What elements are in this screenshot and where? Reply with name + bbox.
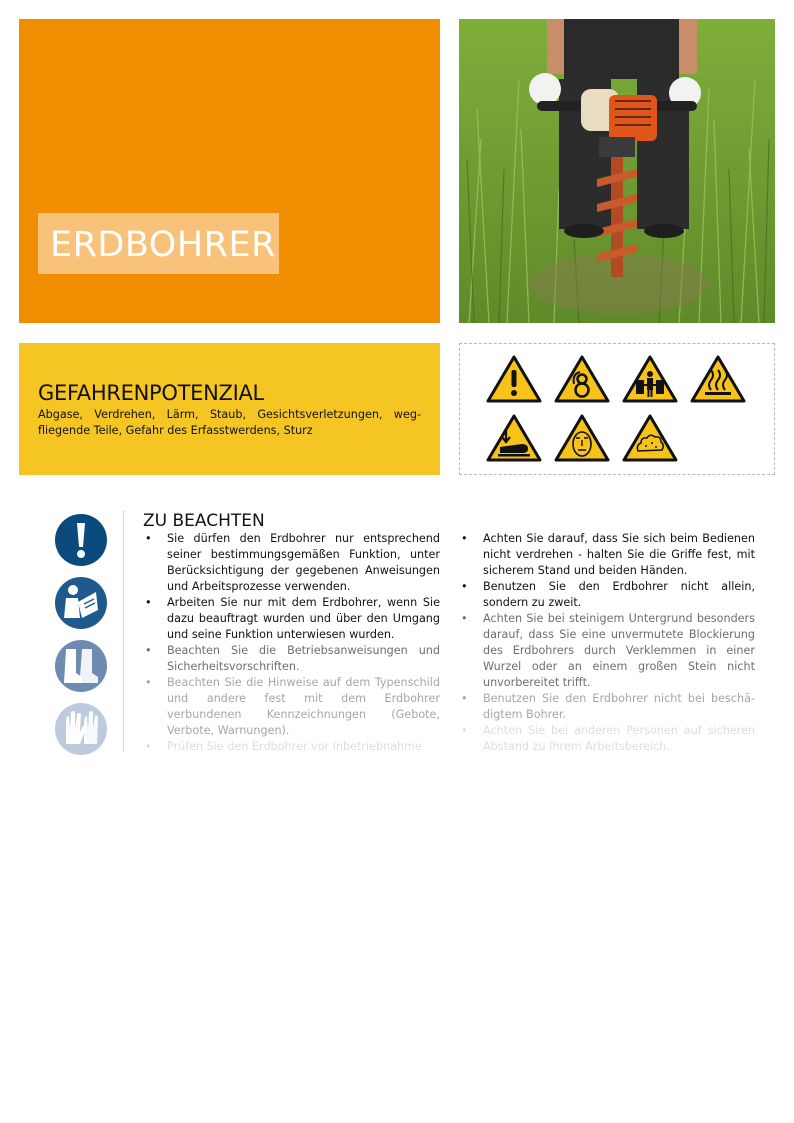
title-label-box — [38, 213, 279, 274]
hand-injury-warning-icon — [486, 413, 542, 463]
face-injury-warning-icon — [554, 413, 610, 463]
list-item: • Prüfen Sie den Erdbohrer vor Inbetriebnahme — [143, 739, 440, 755]
list-item: • Sie dürfen den Erdbohrer nur entsprechend seiner bestimmungsgemäßen Funktion, unter Berücksichtigung der gegebenen Anweisungen und Arbeitsprozesse verwenden. — [143, 531, 440, 595]
safety-gloves-icon — [52, 700, 110, 758]
notes-column-2 — [459, 531, 755, 755]
hazard-text: Abgase, Verdrehen, Lärm, Staub, Gesichtsverletzungen, wegfliegende Teile, Gefahr des Erfasstwerdens, Sturz — [38, 408, 421, 437]
list-item: • Benutzen Sie den Erdbohrer nicht bei beschädigtem Bohrer. — [459, 691, 755, 723]
title-panel — [19, 19, 440, 323]
list-item: • Arbeiten Sie nur mit dem Erdbohrer, wenn Sie dazu beauftragt wurden und über den Umgang und seine Funktion unterwiesen wurden. — [143, 595, 440, 643]
read-manual-icon — [52, 574, 110, 632]
dust-warning-icon — [622, 413, 678, 463]
hot-surface-warning-icon — [690, 354, 746, 404]
earth-auger-photo — [459, 19, 775, 323]
general-mandatory-icon — [52, 511, 110, 569]
page-title: ERDBOHRER — [50, 225, 276, 265]
notes-column-1 — [143, 531, 440, 755]
column-divider — [123, 511, 124, 751]
list-item: • Beachten Sie die Hinweise auf dem Typenschild und andere fest mit dem Erdbohrer verbundenen Kennzeichnungen (Gebote, Verbote, Warnungen). — [143, 675, 440, 739]
hazard-title: GEFAHRENPOTENZIAL — [38, 381, 264, 405]
crushing-warning-icon — [622, 354, 678, 404]
list-item: • Achten Sie bei anderen Personen auf sicheren Abstand zu Ihrem Arbeitsbereich. — [459, 723, 755, 755]
list-item: • Benutzen Sie den Erdbohrer nicht allein, sondern zu zweit. — [459, 579, 755, 611]
general-warning-icon — [486, 354, 542, 404]
safety-boots-icon — [52, 637, 110, 695]
notes-title: ZU BEACHTEN — [143, 511, 265, 531]
entanglement-warning-icon — [554, 354, 610, 404]
list-item: • Achten Sie bei steinigem Untergrund besonders darauf, dass Sie eine unvermutete Blockierung des Erdbohrers durch Verklemmen in einer Wurzel oder an einem großen Stein nicht unvorbereitet trifft. — [459, 611, 755, 691]
list-item: • Beachten Sie die Betriebsanweisungen und Sicherheitsvorschriften. — [143, 643, 440, 675]
list-item: • Achten Sie darauf, dass Sie sich beim Bedienen nicht verdrehen - halten Sie die Griffe fest, mit sicherem Stand und beiden Händen. — [459, 531, 755, 579]
